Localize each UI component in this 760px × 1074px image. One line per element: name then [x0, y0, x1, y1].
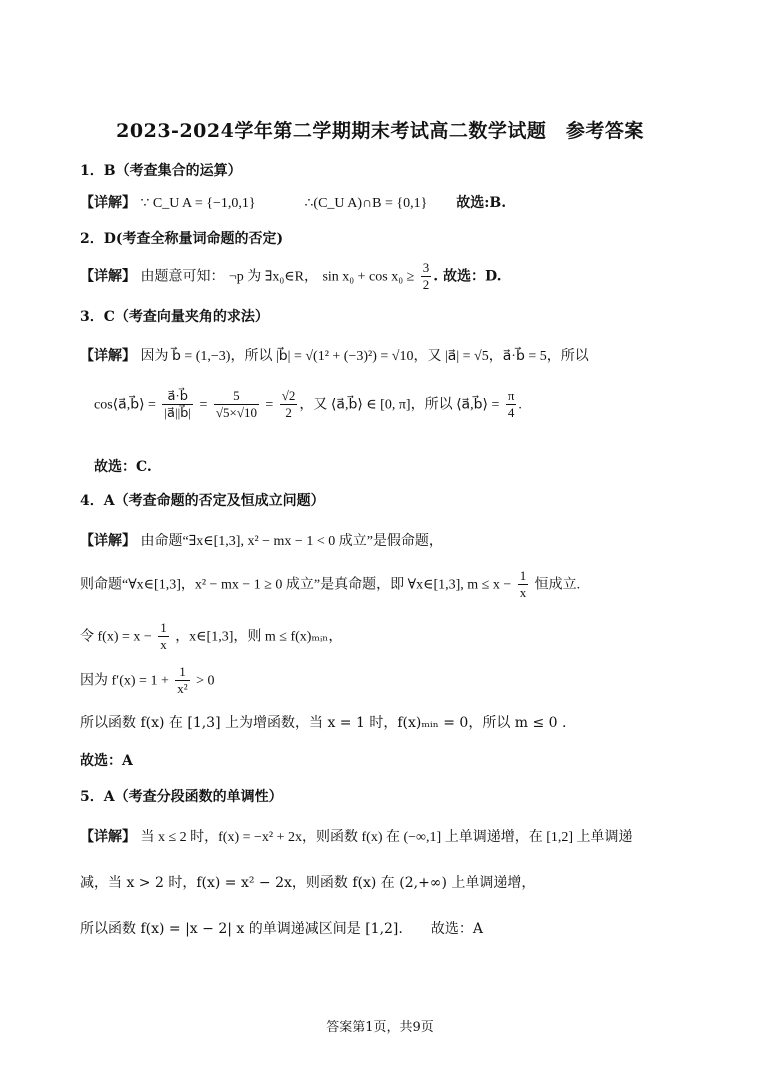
- q2-fraction: $\frac{3}{2}$: [422, 260, 430, 292]
- q3-heading: 3．C（考查向量夹角的求法）: [80, 309, 269, 325]
- q4-detail-line5: 所以函数 f(x) 在 [1,3] 上为增函数，当 x = 1 时，f(x)ₘᵢₙ = 0，所以 m ≤ 0 .: [80, 715, 567, 731]
- q3-fraction-dot-over-norm: $\frac{a⃗\cdot b⃗}{|a⃗||b⃗|}$: [164, 388, 192, 420]
- q4-line2-end: 恒成立.: [534, 577, 581, 593]
- q2-conclusion: . 故选：D.: [433, 268, 502, 285]
- q4-detail-line2: [80, 568, 580, 601]
- q5-detail-line2: 减，当 x > 2 时，f(x) = x² − 2x，则函数 f(x) 在 (2,+∞) 上单调递增，: [80, 875, 536, 891]
- q4-line4-text: 因为 f′(x) = 1 +: [80, 673, 169, 689]
- q3-detail-line1: [80, 345, 589, 365]
- q2-heading: 2．D(考查全称量词命题的否定): [80, 231, 284, 247]
- q3-fraction-pi: $\frac{\pi}{4}$: [507, 388, 515, 420]
- q3-fraction-root2: $\frac{√2}{2}$: [281, 388, 296, 420]
- q4-line4-end: > 0: [196, 673, 215, 689]
- q1-expr-complement: ∵ C_U A = {−1,0,1}: [140, 196, 256, 211]
- page-footer: 答案第1页，共9页: [326, 1020, 434, 1035]
- q2-detail: [80, 260, 502, 293]
- q2-detail-label: 【详解】: [80, 268, 136, 285]
- q3-fraction-five: $\frac{5}{√5\times√10}$: [215, 388, 257, 420]
- page-title: 2023-2024学年第二学期期末考试高二数学试题 参考答案: [116, 120, 644, 142]
- q3-line1-text: 因为 b⃗ = (1,−3)，所以 |b⃗| = √(1² + (−3)²) = √10，又 |a⃗| = √5，a⃗·b⃗ = 5，所以: [140, 349, 589, 364]
- q4-line3-end: ，x∈[1,3]，则 m ≤ f(x)ₘᵢₙ，: [175, 629, 343, 645]
- q3-angle-range: ，又 ⟨a⃗,b⃗⟩ ∈ [0, π]，所以 ⟨a⃗,b⃗⟩ =: [299, 397, 500, 413]
- q3-conclusion: 故选：C.: [94, 459, 152, 475]
- q4-line1-text: 由命题“∃x∈[1,3], x² − mx − 1 < 0 成立”是假命题，: [140, 534, 443, 549]
- q3-cos-expr: cos⟨a⃗,b⃗⟩ =: [94, 397, 156, 413]
- q5-detail-label: 【详解】: [80, 829, 136, 845]
- q4-detail-line3: [80, 620, 342, 653]
- q4-line2-fraction: $\frac{1}{x}$: [519, 568, 527, 600]
- q4-conclusion: 故选：A: [80, 753, 133, 769]
- q4-line3-fraction: $\frac{1}{x}$: [160, 620, 167, 652]
- q1-conclusion: 故选:B.: [456, 195, 507, 211]
- q1-detail: [80, 192, 506, 212]
- q4-detail-label: 【详解】: [80, 533, 136, 549]
- q3-equals-1: =: [199, 397, 208, 413]
- q2-expr-inequality: sin x₀ + cos x₀ ≥: [322, 269, 415, 285]
- q4-line4-fraction: $\frac{1}{\text{x²}}$: [177, 664, 188, 696]
- q5-line1-text: 当 x ≤ 2 时，f(x) = −x² + 2x，则函数 f(x) 在 (−∞,1] 上单调递增，在 [1,2] 上单调递: [140, 830, 633, 845]
- q5-detail-line1: [80, 826, 633, 846]
- q4-heading: 4．A（考查命题的否定及恒成立问题）: [80, 493, 325, 509]
- q5-detail-line3: 所以函数 f(x) = |x − 2| x 的单调递减区间是 [1,2]. 故选：A: [80, 921, 483, 937]
- q5-heading: 5．A（考查分段函数的单调性）: [80, 789, 283, 805]
- q3-equals-2: =: [265, 397, 274, 413]
- q3-detail-label: 【详解】: [80, 348, 136, 364]
- q3-period: .: [518, 397, 522, 413]
- q2-expr-negation: ¬p 为 ∃x₀∈R，: [228, 269, 318, 285]
- q1-detail-label: 【详解】: [80, 195, 136, 211]
- q4-detail-line1: [80, 530, 443, 550]
- q3-detail-line2: [94, 388, 522, 421]
- q2-text: 由题意可知：: [140, 268, 225, 285]
- q4-detail-line4: [80, 664, 215, 697]
- q4-line2-text: 则命题“∀x∈[1,3]，x² − mx − 1 ≥ 0 成立”是真命题，即 ∀x∈[1,3], m ≤ x −: [80, 577, 512, 593]
- q4-line3-text: 令 f(x) = x −: [80, 629, 152, 645]
- q1-heading: 1．B（考查集合的运算）: [80, 163, 242, 179]
- q1-expr-intersection: ∴(C_U A)∩B = {0,1}: [304, 196, 428, 211]
